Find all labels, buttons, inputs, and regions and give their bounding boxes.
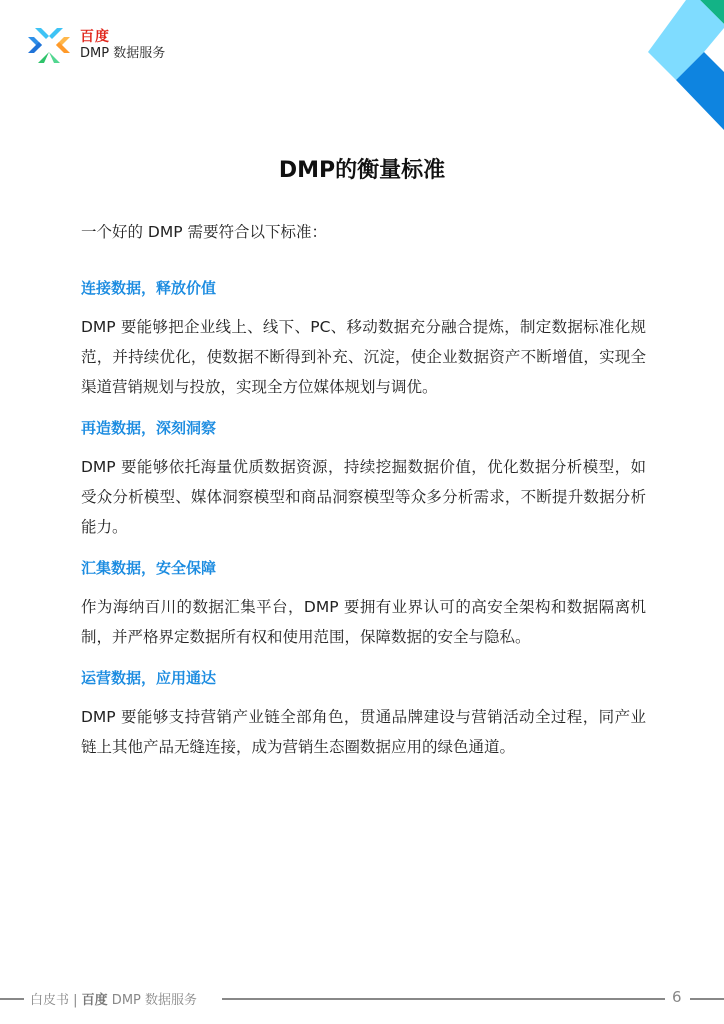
footer-divider xyxy=(690,998,724,1000)
section-heading: 再造数据，深刻洞察 xyxy=(81,419,217,437)
footer-divider xyxy=(222,998,665,1000)
page-title: DMP的衡量标准 xyxy=(278,158,446,183)
footer-suffix: DMP 数据服务 xyxy=(107,993,198,1008)
section-body: DMP 要能够把企业线上、线下、PC、移动数据充分融合提炼，制定数据标准化规范，并持续优化，使数据不断得到补充、沉淀，使企业数据资产不断增值，实现全渠道营销规划与投放，实现全方位媒体规划与调优。 xyxy=(81,318,646,396)
section-heading: 汇集数据，安全保障 xyxy=(81,559,217,577)
intro-text: 一个好的 DMP 需要符合以下标准： xyxy=(81,223,328,241)
brand-subtitle: DMP 数据服务 xyxy=(80,46,166,61)
brand-name: 百度 xyxy=(80,29,110,45)
section-body: 作为海纳百川的数据汇集平台，DMP 要拥有业界认可的高安全架构和数据隔离机制，并严格界定数据所有权和使用范围，保障数据的安全与隐私。 xyxy=(81,598,646,646)
footer-brand: 百度 xyxy=(81,993,108,1008)
footer-prefix: 白皮书 | xyxy=(30,993,82,1008)
corner-decoration-icon xyxy=(634,0,724,140)
page-number: 6 xyxy=(672,988,682,1006)
section-body: DMP 要能够支持营销产业链全部角色，贯通品牌建设与营销活动全过程，同产业链上其他产品无缝连接，成为营销生态圈数据应用的绿色通道。 xyxy=(81,708,646,756)
section-body: DMP 要能够依托海量优质数据资源，持续挖掘数据价值，优化数据分析模型，如受众分析模型、媒体洞察模型和商品洞察模型等众多分析需求，不断提升数据分析能力。 xyxy=(81,458,646,536)
section-heading: 运营数据，应用通达 xyxy=(81,669,217,687)
footer-text xyxy=(30,989,197,1008)
content xyxy=(81,218,646,776)
baidu-dmp-logo-icon xyxy=(27,24,71,66)
page-footer xyxy=(0,988,724,1008)
brand xyxy=(80,29,165,62)
section-heading: 连接数据，释放价值 xyxy=(81,279,217,297)
footer-divider xyxy=(0,998,24,1000)
